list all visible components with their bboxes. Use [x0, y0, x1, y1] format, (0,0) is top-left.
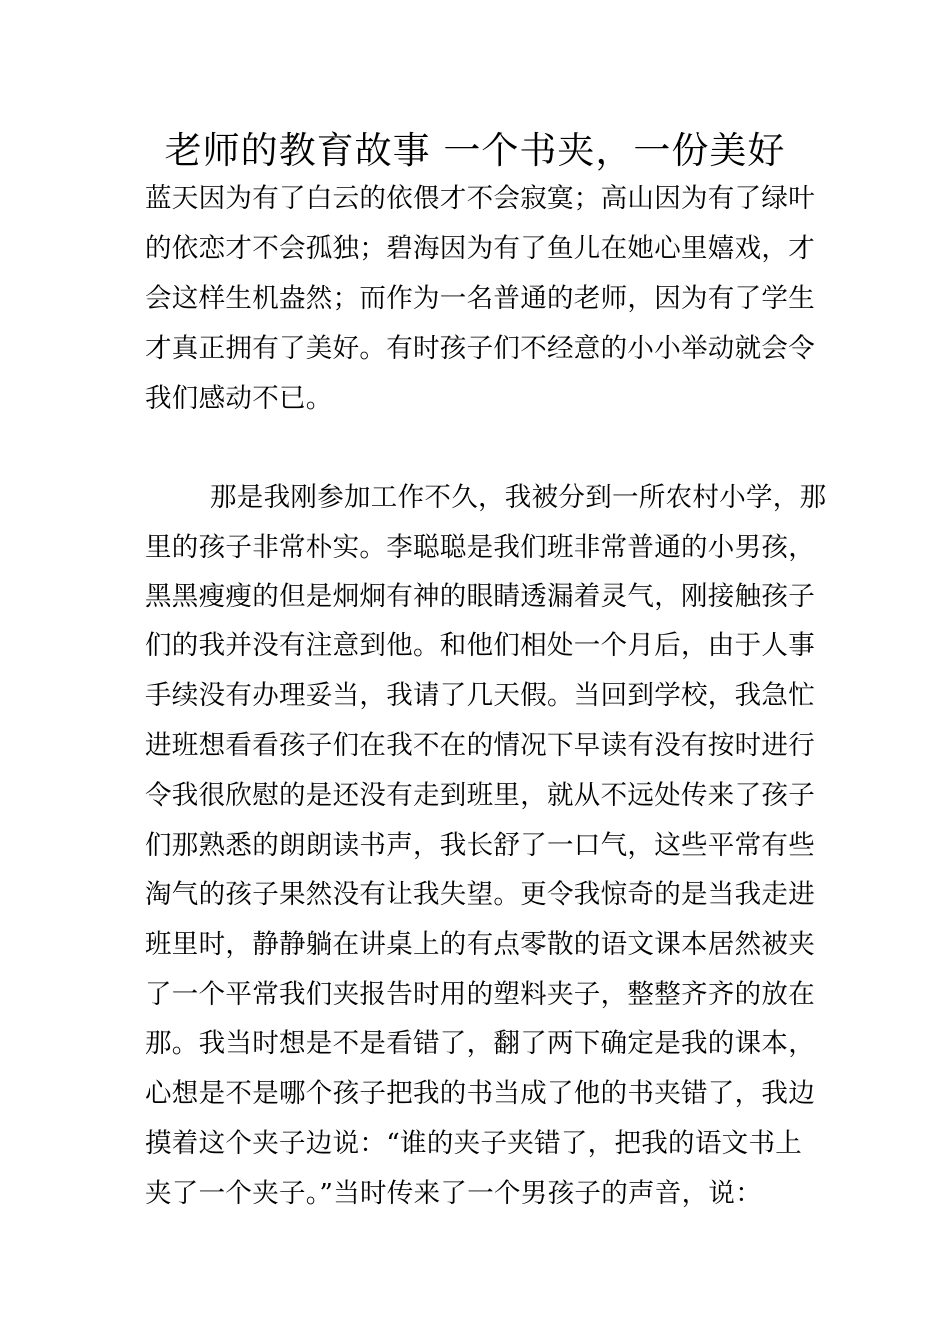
body-text-line: 的依恋才不会孤独；碧海因为有了鱼儿在她心里嬉戏，才 [145, 233, 815, 264]
body-text-line: 我们感动不已。 [145, 383, 333, 414]
body-text-line: 黑黑瘦瘦的但是炯炯有神的眼睛透漏着灵气，刚接触孩子 [145, 581, 815, 612]
body-text-line: 班里时，静静躺在讲桌上的有点零散的语文课本居然被夹 [145, 929, 815, 960]
body-text-line: 令我很欣慰的是还没有走到班里，就从不远处传来了孩子 [145, 780, 815, 811]
body-text-line: 那。我当时想是不是看错了，翻了两下确定是我的课本， [145, 1028, 815, 1059]
body-text-line: 们的我并没有注意到他。和他们相处一个月后，由于人事 [145, 630, 815, 661]
body-text-line: 手续没有办理妥当，我请了几天假。当回到学校，我急忙 [145, 680, 815, 711]
body-text-line: 那是我刚参加工作不久，我被分到一所农村小学，那 [210, 482, 827, 513]
body-text-line: 心想是不是哪个孩子把我的书当成了他的书夹错了，我边 [145, 1078, 815, 1109]
body-text-line: 们那熟悉的朗朗读书声，我长舒了一口气，这些平常有些 [145, 830, 815, 861]
body-text-line: 里的孩子非常朴实。李聪聪是我们班非常普通的小男孩， [145, 532, 815, 563]
body-text-line: 淘气的孩子果然没有让我失望。更令我惊奇的是当我走进 [145, 879, 815, 910]
document-title: 老师的教育故事 一个书夹，一份美好 [164, 129, 786, 172]
body-text-line: 摸着这个夹子边说：“谁的夹子夹错了，把我的语文书上 [145, 1128, 803, 1159]
body-text-line: 蓝天因为有了白云的依偎才不会寂寞；高山因为有了绿叶 [145, 183, 815, 214]
body-text-line: 会这样生机盎然；而作为一名普通的老师，因为有了学生 [145, 283, 815, 314]
body-text-line: 进班想看看孩子们在我不在的情况下早读有没有按时进行 [145, 730, 815, 761]
body-text-line: 了一个平常我们夹报告时用的塑料夹子，整整齐齐的放在 [145, 979, 815, 1010]
body-text-line: 夹了一个夹子。”当时传来了一个男孩子的声音，说： [145, 1178, 762, 1209]
body-text-line: 才真正拥有了美好。有时孩子们不经意的小小举动就会令 [145, 333, 815, 364]
